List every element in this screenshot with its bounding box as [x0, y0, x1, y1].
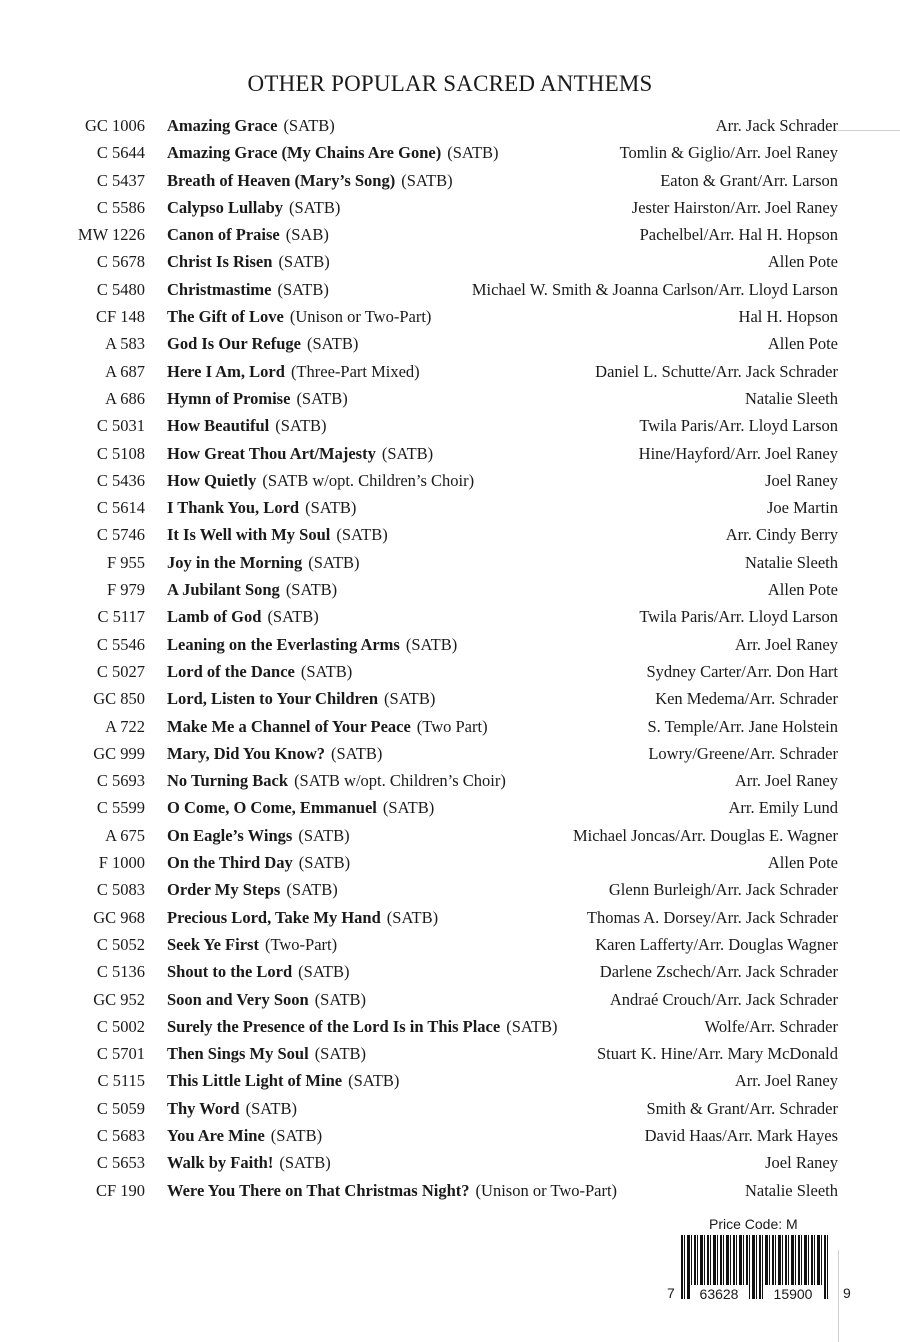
- anthem-catalog-code: F 979: [106, 580, 145, 600]
- anthem-row: [0, 740, 900, 767]
- anthem-arranger: Eaton & Grant/Arr. Larson: [660, 170, 838, 190]
- anthem-title: Lord, Listen to Your Children: [167, 689, 379, 709]
- anthem-title: Make Me a Channel of Your Peace: [167, 716, 411, 736]
- anthem-row: [0, 576, 900, 603]
- anthem-row: [0, 112, 900, 139]
- anthem-title: Then Sings My Soul: [167, 1044, 309, 1064]
- anthem-row: [0, 822, 900, 849]
- anthem-catalog-code: C 5701: [96, 1044, 145, 1064]
- anthem-title-block: [167, 248, 330, 275]
- anthem-row: [0, 330, 900, 357]
- anthem-arranger: Arr. Cindy Berry: [725, 525, 838, 545]
- anthem-row: [0, 494, 900, 521]
- anthem-voicing: (SATB): [336, 525, 388, 545]
- anthem-row: [0, 467, 900, 494]
- anthem-catalog-code: C 5052: [96, 934, 145, 954]
- anthem-title: Calypso Lullaby: [167, 197, 283, 217]
- anthem-voicing: (SATB): [506, 1016, 558, 1036]
- anthem-title-block: [167, 931, 337, 958]
- anthem-arranger: Allen Pote: [767, 334, 838, 354]
- anthem-title-block: [167, 112, 335, 139]
- page-title: OTHER POPULAR SACRED ANTHEMS: [247, 71, 653, 97]
- anthem-catalog-code: C 5115: [97, 1071, 145, 1091]
- anthem-title-block: [167, 139, 499, 166]
- anthem-voicing: (SATB): [289, 197, 341, 217]
- anthem-voicing: (SATB): [300, 661, 353, 681]
- anthem-title-block: [167, 822, 350, 849]
- anthem-title-block: [167, 713, 488, 740]
- anthem-arranger: S. Temple/Arr. Jane Holstein: [647, 716, 838, 736]
- anthem-arranger: Lowry/Greene/Arr. Schrader: [648, 743, 838, 763]
- anthem-title-block: [167, 330, 358, 357]
- anthem-title: Thy Word: [167, 1098, 240, 1118]
- anthem-catalog-code: C 5117: [97, 607, 145, 627]
- anthem-voicing: (SATB): [275, 416, 327, 436]
- anthem-title-block: [167, 849, 350, 876]
- anthem-row: [0, 1122, 900, 1149]
- anthem-title-block: [167, 958, 350, 985]
- anthem-title-block: [167, 685, 435, 712]
- anthem-row: [0, 1067, 900, 1094]
- anthem-arranger: Wolfe/Arr. Schrader: [704, 1016, 838, 1036]
- anthem-row: [0, 876, 900, 903]
- anthem-row: [0, 685, 900, 712]
- anthem-title: O Come, O Come, Emmanuel: [167, 798, 377, 818]
- anthem-list: [0, 112, 900, 1204]
- anthem-catalog-code: C 5480: [96, 279, 145, 299]
- anthem-voicing: (SATB): [296, 388, 348, 408]
- anthem-arranger: Pachelbel/Arr. Hal H. Hopson: [639, 225, 838, 245]
- anthem-voicing: (SATB w/opt. Children’s Choir): [262, 470, 475, 490]
- anthem-arranger: Joel Raney: [765, 470, 838, 490]
- anthem-title: How Great Thou Art/Majesty: [167, 443, 376, 463]
- anthem-row: [0, 385, 900, 412]
- anthem-voicing: (Three-Part Mixed): [290, 361, 420, 381]
- anthem-catalog-code: C 5678: [96, 252, 145, 272]
- anthem-title: Surely the Presence of the Lord Is in This Place: [167, 1016, 501, 1036]
- anthem-voicing: (SATB): [298, 962, 350, 982]
- anthem-catalog-code: A 686: [105, 388, 145, 408]
- anthem-title-block: [167, 221, 329, 248]
- anthem-arranger: Arr. Joel Raney: [734, 771, 838, 791]
- anthem-catalog-code: C 5136: [96, 962, 145, 982]
- anthem-catalog-code: CF 190: [95, 1180, 145, 1200]
- anthem-row: [0, 1177, 900, 1204]
- anthem-arranger: Hal H. Hopson: [738, 307, 838, 327]
- anthem-row: [0, 904, 900, 931]
- anthem-title: You Are Mine: [167, 1125, 265, 1145]
- trim-mark-vertical: [838, 1250, 839, 1342]
- anthem-voicing: (SATB): [298, 825, 350, 845]
- anthem-row: [0, 631, 900, 658]
- barcode-check-digit: 9: [843, 1285, 851, 1301]
- anthem-catalog-code: C 5693: [96, 771, 145, 791]
- anthem-voicing: (SATB): [331, 743, 383, 763]
- anthem-voicing: (SATB): [298, 853, 351, 873]
- anthem-catalog-code: C 5083: [96, 880, 145, 900]
- anthem-title: I Thank You, Lord: [167, 498, 300, 518]
- anthem-row: [0, 412, 900, 439]
- anthem-row: [0, 221, 900, 248]
- anthem-catalog-code: GC 1006: [84, 116, 145, 135]
- anthem-arranger: Karen Lafferty/Arr. Douglas Wagner: [595, 934, 838, 954]
- anthem-arranger: Michael W. Smith & Joanna Carlson/Arr. Lloyd Larson: [471, 279, 838, 299]
- anthem-catalog-code: A 583: [105, 334, 145, 354]
- anthem-arranger: Ken Medema/Arr. Schrader: [655, 689, 838, 709]
- anthem-title: Christ Is Risen: [167, 252, 273, 272]
- anthem-title: Canon of Praise: [167, 225, 280, 245]
- anthem-title-block: [167, 767, 506, 794]
- anthem-title-block: [167, 467, 474, 494]
- anthem-title: No Turning Back: [167, 771, 289, 791]
- anthem-title-block: [167, 1095, 297, 1122]
- anthem-title: Hymn of Promise: [167, 388, 291, 408]
- anthem-row: [0, 658, 900, 685]
- price-code: Price Code: M: [709, 1216, 798, 1232]
- anthem-voicing: (SATB): [285, 580, 338, 600]
- anthem-title-block: [167, 1040, 366, 1067]
- anthem-title-block: [167, 412, 327, 439]
- anthem-catalog-code: C 5586: [96, 197, 145, 217]
- anthem-arranger: Sydney Carter/Arr. Don Hart: [646, 661, 838, 681]
- anthem-title-block: [167, 194, 340, 221]
- anthem-voicing: (SATB): [384, 689, 436, 709]
- anthem-row: [0, 440, 900, 467]
- anthem-title-block: [167, 358, 420, 385]
- anthem-voicing: (SATB): [314, 989, 367, 1009]
- anthem-catalog-code: GC 968: [93, 907, 145, 927]
- anthem-arranger: Thomas A. Dorsey/Arr. Jack Schrader: [586, 907, 838, 927]
- anthem-catalog-code: F 955: [106, 552, 145, 572]
- anthem-row: [0, 713, 900, 740]
- anthem-catalog-code: C 5059: [96, 1098, 145, 1118]
- anthem-catalog-code: GC 952: [93, 989, 145, 1009]
- anthem-arranger: Daniel L. Schutte/Arr. Jack Schrader: [595, 361, 838, 381]
- anthem-title-block: [167, 876, 338, 903]
- anthem-title: Walk by Faith!: [167, 1153, 274, 1173]
- anthem-title: On Eagle’s Wings: [167, 825, 293, 845]
- anthem-voicing: (SATB): [382, 798, 435, 818]
- anthem-title: Amazing Grace: [167, 116, 278, 135]
- anthem-row: [0, 139, 900, 166]
- anthem-arranger: Michael Joncas/Arr. Douglas E. Wagner: [572, 825, 838, 845]
- anthem-catalog-code: C 5436: [96, 470, 145, 490]
- anthem-catalog-code: C 5644: [96, 143, 145, 163]
- anthem-title-block: [167, 1149, 331, 1176]
- anthem-row: [0, 1013, 900, 1040]
- anthem-catalog-code: C 5546: [96, 634, 145, 654]
- anthem-arranger: Stuart K. Hine/Arr. Mary McDonald: [596, 1044, 838, 1064]
- barcode-right-group: 15900: [764, 1285, 822, 1303]
- anthem-title: Shout to the Lord: [167, 962, 293, 982]
- anthem-row: [0, 303, 900, 330]
- anthem-voicing: (SATB): [447, 143, 499, 163]
- anthem-title-block: [167, 385, 348, 412]
- anthem-voicing: (Two Part): [416, 716, 488, 736]
- anthem-title-block: [167, 1177, 617, 1204]
- anthem-title-block: [167, 904, 438, 931]
- anthem-row: [0, 248, 900, 275]
- anthem-catalog-code: C 5746: [96, 525, 145, 545]
- anthem-voicing: (SATB): [270, 1125, 323, 1145]
- anthem-catalog-code: C 5683: [96, 1125, 145, 1145]
- anthem-title-block: [167, 658, 352, 685]
- anthem-voicing: (SATB): [308, 552, 360, 572]
- anthem-catalog-code: C 5599: [96, 798, 145, 818]
- anthem-title-block: [167, 276, 329, 303]
- anthem-arranger: Andraé Crouch/Arr. Jack Schrader: [609, 989, 838, 1009]
- anthem-catalog-code: A 722: [105, 716, 145, 736]
- anthem-catalog-code: F 1000: [98, 853, 145, 873]
- anthem-title-block: [167, 740, 382, 767]
- anthem-arranger: Twila Paris/Arr. Lloyd Larson: [639, 607, 838, 627]
- anthem-title-block: [167, 303, 431, 330]
- anthem-arranger: Arr. Joel Raney: [734, 634, 838, 654]
- anthem-title: Mary, Did You Know?: [167, 743, 325, 763]
- anthem-catalog-code: GC 850: [93, 689, 145, 709]
- anthem-title: The Gift of Love: [167, 307, 284, 327]
- anthem-row: [0, 1149, 900, 1176]
- anthem-voicing: (SATB): [307, 334, 359, 354]
- anthem-catalog-code: C 5614: [96, 498, 145, 518]
- anthem-title: God Is Our Refuge: [167, 334, 301, 354]
- anthem-title: Breath of Heaven (Mary’s Song): [167, 170, 396, 190]
- anthem-title: Joy in the Morning: [167, 552, 303, 572]
- anthem-title-block: [167, 603, 319, 630]
- anthem-title: Leaning on the Everlasting Arms: [167, 634, 400, 654]
- anthem-title: Order My Steps: [167, 880, 281, 900]
- anthem-voicing: (SATB): [283, 116, 335, 135]
- anthem-title-block: [167, 494, 356, 521]
- anthem-row: [0, 931, 900, 958]
- anthem-title: Lamb of God: [167, 607, 262, 627]
- anthem-arranger: David Haas/Arr. Mark Hayes: [644, 1125, 838, 1145]
- anthem-title: Soon and Very Soon: [167, 989, 309, 1009]
- anthem-catalog-code: CF 148: [95, 307, 145, 327]
- anthem-voicing: (Two-Part): [264, 934, 338, 954]
- anthem-title-block: [167, 1067, 399, 1094]
- anthem-catalog-code: C 5108: [96, 443, 145, 463]
- anthem-voicing: (SATB): [314, 1044, 367, 1064]
- anthem-row: [0, 794, 900, 821]
- anthem-arranger: Jester Hairston/Arr. Joel Raney: [631, 197, 838, 217]
- anthem-title: It Is Well with My Soul: [167, 525, 331, 545]
- anthem-row: [0, 358, 900, 385]
- anthem-catalog-code: MW 1226: [77, 225, 145, 245]
- anthem-catalog-code: A 687: [105, 361, 145, 381]
- anthem-title: Here I Am, Lord: [167, 361, 285, 381]
- anthem-title-block: [167, 1122, 322, 1149]
- anthem-title-block: [167, 549, 360, 576]
- anthem-voicing: (SATB): [286, 880, 338, 900]
- anthem-voicing: (SATB): [401, 170, 453, 190]
- anthem-title: Amazing Grace (My Chains Are Gone): [167, 143, 442, 163]
- anthem-title: This Little Light of Mine: [167, 1071, 343, 1091]
- anthem-arranger: Arr. Jack Schrader: [715, 116, 838, 135]
- anthem-title: How Quietly: [167, 470, 257, 490]
- barcode-left-group: 63628: [690, 1285, 748, 1303]
- anthem-catalog-code: C 5653: [96, 1153, 145, 1173]
- anthem-row: [0, 276, 900, 303]
- anthem-title: Lord of the Dance: [167, 661, 295, 681]
- anthem-title: A Jubilant Song: [167, 580, 280, 600]
- anthem-voicing: (SATB): [348, 1071, 400, 1091]
- anthem-title-block: [167, 986, 366, 1013]
- anthem-voicing: (SATB): [277, 279, 329, 299]
- anthem-catalog-code: C 5437: [96, 170, 145, 190]
- anthem-row: [0, 194, 900, 221]
- anthem-voicing: (SAB): [285, 225, 329, 245]
- anthem-arranger: Twila Paris/Arr. Lloyd Larson: [639, 416, 838, 436]
- anthem-title-block: [167, 631, 457, 658]
- anthem-voicing: (SATB): [381, 443, 434, 463]
- anthem-title-block: [167, 440, 433, 467]
- anthem-voicing: (SATB): [386, 907, 439, 927]
- anthem-arranger: Darlene Zschech/Arr. Jack Schrader: [599, 962, 838, 982]
- anthem-arranger: Tomlin & Giglio/Arr. Joel Raney: [619, 143, 838, 163]
- anthem-row: [0, 986, 900, 1013]
- anthem-catalog-code: C 5002: [96, 1016, 145, 1036]
- anthem-title-block: [167, 794, 434, 821]
- anthem-arranger: Allen Pote: [767, 580, 838, 600]
- anthem-title-block: [167, 521, 388, 548]
- anthem-arranger: Joe Martin: [766, 498, 838, 518]
- anthem-row: [0, 603, 900, 630]
- anthem-arranger: Natalie Sleeth: [744, 388, 838, 408]
- anthem-title: Precious Lord, Take My Hand: [167, 907, 381, 927]
- anthem-voicing: (SATB): [305, 498, 357, 518]
- anthem-catalog-code: GC 999: [93, 743, 145, 763]
- anthem-voicing: (Unison or Two-Part): [289, 307, 432, 327]
- anthem-title-block: [167, 576, 337, 603]
- anthem-row: [0, 521, 900, 548]
- anthem-voicing: (SATB w/opt. Children’s Choir): [294, 771, 506, 791]
- anthem-title: On the Third Day: [167, 853, 293, 873]
- anthem-arranger: Joel Raney: [765, 1153, 838, 1173]
- anthem-title: Seek Ye First: [167, 934, 259, 954]
- anthem-voicing: (SATB): [278, 252, 330, 272]
- anthem-row: [0, 549, 900, 576]
- anthem-arranger: Natalie Sleeth: [744, 1180, 838, 1200]
- anthem-voicing: (SATB): [405, 634, 458, 654]
- anthem-catalog-code: A 675: [105, 825, 145, 845]
- anthem-catalog-code: C 5031: [96, 416, 145, 436]
- anthem-title-block: [167, 167, 453, 194]
- anthem-row: [0, 849, 900, 876]
- anthem-arranger: Smith & Grant/Arr. Schrader: [646, 1098, 838, 1118]
- anthem-voicing: (Unison or Two-Part): [475, 1180, 618, 1200]
- anthem-row: [0, 1040, 900, 1067]
- anthem-title-block: [167, 1013, 558, 1040]
- anthem-arranger: Arr. Emily Lund: [728, 798, 838, 818]
- anthem-arranger: Allen Pote: [767, 853, 838, 873]
- anthem-row: [0, 767, 900, 794]
- anthem-voicing: (SATB): [267, 607, 319, 627]
- anthem-voicing: (SATB): [245, 1098, 297, 1118]
- anthem-catalog-code: C 5027: [96, 661, 145, 681]
- anthem-arranger: Allen Pote: [767, 252, 838, 272]
- anthem-title: Were You There on That Christmas Night?: [167, 1180, 470, 1200]
- anthem-arranger: Hine/Hayford/Arr. Joel Raney: [638, 443, 838, 463]
- anthem-arranger: Glenn Burleigh/Arr. Jack Schrader: [608, 880, 838, 900]
- anthem-row: [0, 1095, 900, 1122]
- barcode-lead-digit: 7: [667, 1285, 675, 1301]
- anthem-row: [0, 958, 900, 985]
- anthem-arranger: Arr. Joel Raney: [734, 1071, 838, 1091]
- anthem-arranger: Natalie Sleeth: [744, 552, 838, 572]
- anthem-title: How Beautiful: [167, 416, 270, 436]
- anthem-title: Christmastime: [167, 279, 272, 299]
- anthem-voicing: (SATB): [279, 1153, 331, 1173]
- anthem-row: [0, 167, 900, 194]
